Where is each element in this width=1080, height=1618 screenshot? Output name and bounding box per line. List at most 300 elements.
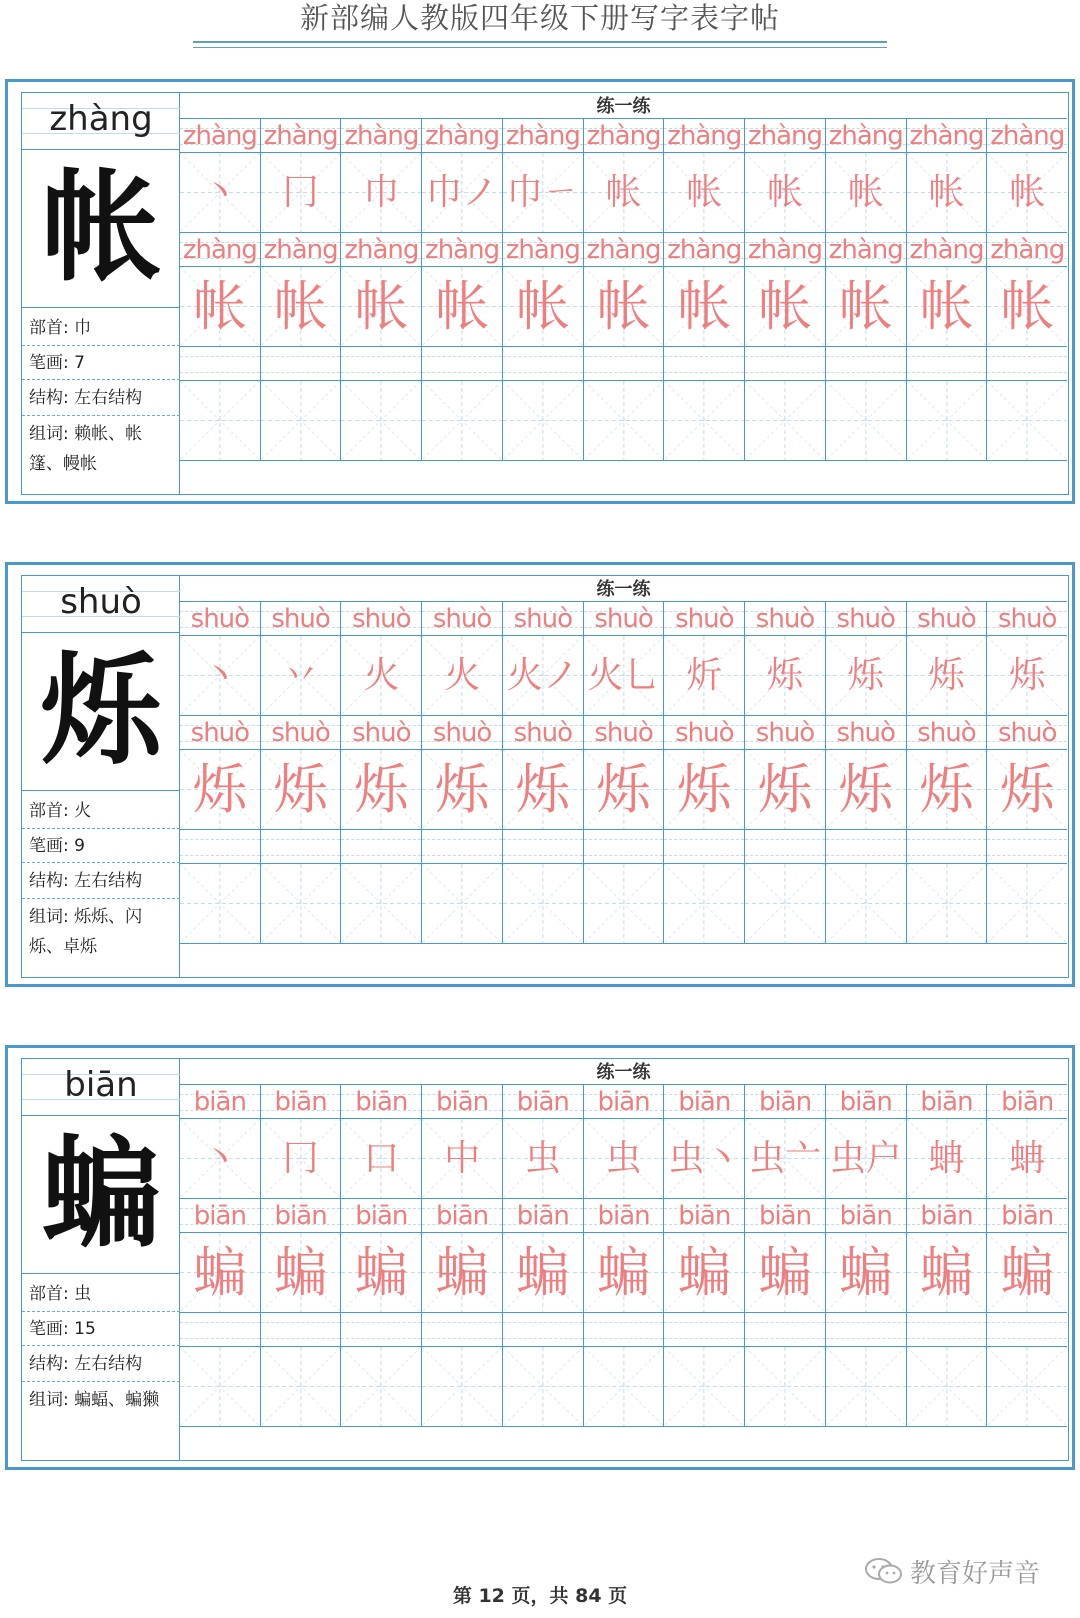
tianzige-cell <box>503 153 584 232</box>
pinyin-cell <box>341 1199 422 1232</box>
trace-char: 中 <box>444 1138 481 1179</box>
wechat-logo-icon <box>864 1556 904 1586</box>
tianzige-cell <box>584 1347 665 1426</box>
pinyin-trace: zhàng <box>747 121 823 151</box>
radical-row <box>22 312 180 346</box>
pinyin-trace: zhàng <box>182 235 257 265</box>
tianzige-cell <box>826 1347 907 1426</box>
pinyin-cell <box>422 602 503 635</box>
trace-char: 帐 <box>435 275 490 338</box>
pinyin-cell <box>261 602 342 635</box>
words-line2: 烁、卓烁 <box>29 937 97 957</box>
tianzige-cell <box>261 267 342 346</box>
tianzige-cell <box>422 381 503 460</box>
pinyin-trace: shuò <box>594 718 653 748</box>
pinyin-cell <box>987 1085 1067 1118</box>
tianzige-cell <box>584 1119 665 1198</box>
trace-char: 烁 <box>515 758 570 821</box>
pinyin-trace: zhàng <box>344 121 419 151</box>
pinyin-trace: biān <box>597 1087 650 1117</box>
tianzige-row <box>180 267 1067 347</box>
char-pinyin: biān <box>64 1065 138 1105</box>
tianzige-cell <box>584 1233 665 1312</box>
pinyin-trace: biān <box>678 1087 731 1117</box>
pinyin-cell <box>341 233 422 266</box>
blank-pinyin-cell <box>664 1313 745 1346</box>
pinyin-cell <box>261 233 342 266</box>
trace-char: 巾ㄧ <box>506 172 579 213</box>
pinyin-trace: zhàng <box>990 121 1065 151</box>
trace-char: 口 <box>363 1138 400 1179</box>
structure-label: 结构: <box>29 1354 69 1374</box>
strokes-row <box>22 1312 180 1346</box>
char-glyph: 蝙 <box>41 1123 161 1264</box>
structure-value: 左右结构 <box>74 871 143 891</box>
pinyin-trace: biān <box>839 1201 892 1231</box>
tianzige-cell <box>745 1119 826 1198</box>
tianzige-cell <box>826 636 907 715</box>
tianzige-cell <box>826 1233 907 1312</box>
tianzige-cell <box>745 267 826 346</box>
tianzige-cell <box>341 636 422 715</box>
blank-pinyin-cell <box>180 347 261 380</box>
tianzige-cell <box>664 636 745 715</box>
blank-pinyin-cell <box>584 830 665 863</box>
structure-label: 结构: <box>29 388 69 408</box>
pinyin-trace: shuò <box>998 718 1057 748</box>
tianzige-cell <box>341 1347 422 1426</box>
structure-value: 左右结构 <box>74 1354 143 1374</box>
tianzige-cell <box>422 1233 503 1312</box>
blank-pinyin-cell <box>745 830 826 863</box>
trace-char: 烁 <box>1009 655 1046 696</box>
pinyin-trace: shuò <box>675 718 734 748</box>
trace-char: 蝙 <box>677 1241 732 1304</box>
tianzige-cell <box>503 1119 584 1198</box>
trace-char: 烁 <box>354 758 409 821</box>
words-label: 组词: <box>29 424 69 444</box>
pinyin-trace: biān <box>516 1087 569 1117</box>
tianzige-cell <box>826 750 907 829</box>
blank-pinyin-cell <box>584 347 665 380</box>
trace-char: 蝙 <box>515 1241 570 1304</box>
trace-char: 帐 <box>515 275 570 338</box>
pinyin-cell <box>826 602 907 635</box>
structure-label: 结构: <box>29 871 69 891</box>
tianzige-cell <box>341 750 422 829</box>
trace-char: 烁 <box>596 758 651 821</box>
trace-char: 帐 <box>758 275 812 338</box>
pinyin-trace: biān <box>920 1201 973 1231</box>
tianzige-cell <box>180 636 261 715</box>
tianzige-cell <box>987 1233 1067 1312</box>
tianzige-cell <box>664 1347 745 1426</box>
pinyin-cell <box>826 233 907 266</box>
tianzige-cell <box>664 750 745 829</box>
tianzige-cell <box>261 864 342 943</box>
trace-char: 帐 <box>596 275 651 338</box>
pinyin-row <box>180 602 1067 636</box>
char-glyph: 帐 <box>41 157 161 298</box>
words-row <box>22 1385 180 1415</box>
tianzige-cell <box>261 1119 342 1198</box>
pinyin-trace: shuò <box>675 604 734 634</box>
blank-pinyin-cell <box>907 347 988 380</box>
tianzige-cell <box>664 1233 745 1312</box>
pinyin-cell <box>907 1085 988 1118</box>
pinyin-trace: shuò <box>190 718 250 748</box>
pinyin-cell <box>341 716 422 749</box>
tianzige-cell <box>341 1233 422 1312</box>
tianzige-cell <box>180 267 261 346</box>
pinyin-trace: biān <box>193 1087 246 1117</box>
pinyin-trace: zhàng <box>344 235 419 265</box>
trace-char: 虫丶 <box>668 1138 741 1179</box>
tianzige-cell <box>422 636 503 715</box>
pinyin-cell <box>584 602 665 635</box>
tianzige-cell <box>745 381 826 460</box>
pinyin-cell <box>261 1199 342 1232</box>
pinyin-cell <box>503 1199 584 1232</box>
pinyin-trace: shuò <box>271 718 330 748</box>
radical-label: 部首: <box>29 801 69 821</box>
pinyin-row <box>180 1199 1067 1233</box>
trace-char: 帐 <box>192 275 247 338</box>
pinyin-trace: shuò <box>755 604 815 634</box>
char-pinyin: zhàng <box>49 99 153 139</box>
tianzige-cell <box>664 864 745 943</box>
blank-pinyin-cell <box>987 347 1067 380</box>
pinyin-cell <box>745 716 826 749</box>
trace-char: 丷 <box>282 655 319 696</box>
trace-char: 烁 <box>919 758 974 821</box>
document-title: 新部编人教版四年级下册写字表字帖 <box>299 1 780 35</box>
tianzige-cell <box>180 750 261 829</box>
radical-value: 巾 <box>74 318 92 338</box>
pinyin-trace: shuò <box>190 604 250 634</box>
pinyin-trace: biān <box>1001 1201 1054 1231</box>
pinyin-cell <box>907 119 988 152</box>
pinyin-trace: shuò <box>513 604 573 634</box>
pinyin-trace: shuò <box>998 604 1057 634</box>
pinyin-trace: biān <box>436 1087 489 1117</box>
pinyin-cell <box>745 119 826 152</box>
tianzige-cell <box>341 1119 422 1198</box>
pinyin-trace: shuò <box>917 718 976 748</box>
pinyin-cell <box>907 1199 988 1232</box>
tianzige-cell <box>261 153 342 232</box>
trace-char: 帐 <box>928 172 965 213</box>
tianzige-cell <box>907 153 988 232</box>
blank-pinyin-row <box>180 347 1067 381</box>
pinyin-cell <box>584 233 665 266</box>
blank-pinyin-cell <box>341 347 422 380</box>
tianzige-cell <box>584 864 665 943</box>
trace-char: 烁 <box>273 758 328 821</box>
structure-value: 左右结构 <box>74 388 143 408</box>
char-display <box>22 633 180 791</box>
tianzige-row <box>180 1233 1067 1313</box>
pinyin-cell <box>987 233 1067 266</box>
strokes-label: 笔画: <box>29 1319 69 1339</box>
words-row <box>22 902 180 962</box>
pinyin-trace: zhàng <box>263 235 338 265</box>
tianzige-cell <box>503 1347 584 1426</box>
strokes-value: 7 <box>74 353 85 373</box>
tianzige-cell <box>261 1233 342 1312</box>
blank-pinyin-cell <box>826 347 907 380</box>
trace-char: 帐 <box>605 172 642 213</box>
tianzige-cell <box>907 1233 988 1312</box>
trace-char: 巾ノ <box>426 172 499 213</box>
pinyin-trace: zhàng <box>182 121 257 151</box>
tianzige-cell <box>422 864 503 943</box>
tianzige-cell <box>664 267 745 346</box>
radical-row <box>22 1278 180 1312</box>
tianzige-cell <box>745 636 826 715</box>
pinyin-trace: shuò <box>432 604 492 634</box>
pinyin-trace: zhàng <box>909 235 984 265</box>
blank-pinyin-cell <box>584 1313 665 1346</box>
practice-header: 练一练 <box>180 1059 1067 1085</box>
tianzige-cell <box>987 750 1067 829</box>
pinyin-trace: biān <box>274 1201 327 1231</box>
blank-pinyin-cell <box>261 347 342 380</box>
words-line2: 篷、幔帐 <box>29 454 97 474</box>
tianzige-cell <box>503 636 584 715</box>
tianzige-cell <box>664 1119 745 1198</box>
blank-pinyin-cell <box>503 1313 584 1346</box>
tianzige-cell <box>745 1347 826 1426</box>
char-info-column <box>22 1059 180 1460</box>
pinyin-trace: zhàng <box>667 121 742 151</box>
pinyin-trace: shuò <box>432 718 492 748</box>
tianzige-cell <box>745 750 826 829</box>
tianzige-cell <box>261 1347 342 1426</box>
tianzige-cell <box>503 864 584 943</box>
pinyin-trace: shuò <box>917 604 976 634</box>
tianzige-cell <box>180 1119 261 1198</box>
trace-char: 帐 <box>677 275 732 338</box>
tianzige-cell <box>987 1119 1067 1198</box>
tianzige-cell <box>907 1347 988 1426</box>
pinyin-cell <box>907 602 988 635</box>
tianzige-row <box>180 1347 1067 1427</box>
tianzige-row <box>180 1119 1067 1199</box>
trace-char: 炘 <box>686 655 723 696</box>
trace-char: 帐 <box>767 172 804 213</box>
tianzige-cell <box>261 381 342 460</box>
trace-char: 帐 <box>838 275 893 338</box>
pinyin-trace: shuò <box>836 604 895 634</box>
tianzige-cell <box>907 1119 988 1198</box>
pinyin-cell <box>987 1199 1067 1232</box>
char-display <box>22 150 180 308</box>
trace-char: 帐 <box>1009 172 1046 213</box>
tianzige-cell <box>987 153 1067 232</box>
tianzige-row <box>180 864 1067 944</box>
trace-char: 蝙 <box>273 1241 328 1304</box>
blank-pinyin-row <box>180 830 1067 864</box>
pinyin-cell <box>341 602 422 635</box>
pinyin-cell <box>745 1085 826 1118</box>
pinyin-trace: biān <box>355 1087 408 1117</box>
trace-char: 帐 <box>847 172 884 213</box>
tianzige-cell <box>826 381 907 460</box>
pinyin-cell <box>745 1199 826 1232</box>
blank-pinyin-cell <box>180 830 261 863</box>
trace-char: 蝙 <box>596 1241 651 1304</box>
tianzige-row <box>180 153 1067 233</box>
pinyin-cell <box>826 1199 907 1232</box>
blank-pinyin-cell <box>503 830 584 863</box>
tianzige-cell <box>907 381 988 460</box>
tianzige-cell <box>341 864 422 943</box>
pinyin-cell <box>341 1085 422 1118</box>
char-pinyin-box <box>22 93 180 150</box>
practice-header: 练一练 <box>180 576 1067 602</box>
trace-char: 丶 <box>201 655 238 696</box>
pinyin-trace: zhàng <box>505 121 580 151</box>
pinyin-trace: biān <box>516 1201 569 1231</box>
trace-char: 帐 <box>273 275 328 338</box>
trace-char: 烁 <box>767 655 804 696</box>
tianzige-cell <box>826 267 907 346</box>
page-number: 第 12 页，共 84 页 <box>452 1585 628 1607</box>
tianzige-cell <box>987 1347 1067 1426</box>
pinyin-trace: shuò <box>513 718 573 748</box>
tianzige-cell <box>503 1233 584 1312</box>
words-label: 组词: <box>29 907 69 927</box>
pinyin-cell <box>503 602 584 635</box>
pinyin-trace: zhàng <box>505 235 580 265</box>
trace-char: 帐 <box>919 275 974 338</box>
radical-value: 虫 <box>74 1284 92 1304</box>
pinyin-trace: biān <box>758 1087 812 1117</box>
tianzige-row <box>180 750 1067 830</box>
pinyin-cell <box>664 602 745 635</box>
practice-card-frame <box>21 92 1069 495</box>
tianzige-cell <box>584 381 665 460</box>
blank-pinyin-cell <box>341 1313 422 1346</box>
pinyin-trace: biān <box>839 1087 892 1117</box>
tianzige-cell <box>180 1347 261 1426</box>
words-label: 组词: <box>29 1390 69 1410</box>
pinyin-cell <box>261 716 342 749</box>
pinyin-trace: zhàng <box>586 121 661 151</box>
trace-char: 虫 <box>605 1138 642 1179</box>
pinyin-row <box>180 233 1067 267</box>
pinyin-cell <box>584 119 665 152</box>
pinyin-trace: zhàng <box>263 121 338 151</box>
blank-pinyin-cell <box>987 1313 1067 1346</box>
watermark <box>864 1554 1040 1588</box>
pinyin-cell <box>987 602 1067 635</box>
trace-char: 火乚 <box>587 655 660 696</box>
tianzige-cell <box>907 636 988 715</box>
trace-char: 冂 <box>282 1138 319 1179</box>
strokes-row <box>22 829 180 863</box>
pinyin-cell <box>826 1085 907 1118</box>
tianzige-cell <box>826 1119 907 1198</box>
pinyin-trace: zhàng <box>909 121 984 151</box>
trace-char: 巾 <box>363 172 400 213</box>
tianzige-cell <box>584 750 665 829</box>
pinyin-cell <box>503 716 584 749</box>
tianzige-cell <box>826 864 907 943</box>
words-line1: 蝙蝠、蝙獭 <box>74 1390 160 1410</box>
tianzige-cell <box>745 153 826 232</box>
pinyin-cell <box>261 119 342 152</box>
tianzige-cell <box>422 1347 503 1426</box>
tianzige-cell <box>261 636 342 715</box>
trace-char: 火 <box>363 655 400 696</box>
title-underline <box>193 41 887 43</box>
tianzige-cell <box>664 153 745 232</box>
pinyin-trace: zhàng <box>828 235 903 265</box>
strokes-row <box>22 346 180 380</box>
radical-value: 火 <box>74 801 92 821</box>
blank-pinyin-cell <box>422 347 503 380</box>
practice-card <box>5 79 1075 504</box>
pinyin-cell <box>664 716 745 749</box>
trace-char: 蝙 <box>838 1241 893 1304</box>
strokes-label: 笔画: <box>29 836 69 856</box>
trace-char: 蚺 <box>928 1138 965 1179</box>
pinyin-row <box>180 119 1067 153</box>
pinyin-cell <box>422 1085 503 1118</box>
tianzige-cell <box>180 153 261 232</box>
practice-card-frame <box>21 575 1069 978</box>
blank-pinyin-cell <box>261 1313 342 1346</box>
tianzige-cell <box>341 381 422 460</box>
blank-pinyin-cell <box>826 1313 907 1346</box>
trace-char: 帐 <box>686 172 723 213</box>
structure-row <box>22 1346 180 1382</box>
pinyin-cell <box>422 119 503 152</box>
practice-card-frame <box>21 1058 1069 1461</box>
tianzige-cell <box>745 864 826 943</box>
pinyin-row <box>180 716 1067 750</box>
blank-pinyin-cell <box>341 830 422 863</box>
pinyin-cell <box>503 119 584 152</box>
pinyin-cell <box>907 716 988 749</box>
words-line1: 赖帐、帐 <box>74 424 143 444</box>
tianzige-cell <box>261 750 342 829</box>
pinyin-trace: biān <box>678 1201 731 1231</box>
pinyin-trace: biān <box>436 1201 489 1231</box>
trace-char: 烁 <box>928 655 965 696</box>
blank-pinyin-cell <box>664 347 745 380</box>
blank-pinyin-cell <box>745 347 826 380</box>
blank-pinyin-cell <box>664 830 745 863</box>
trace-char: 蝙 <box>758 1241 812 1304</box>
pinyin-cell <box>180 233 261 266</box>
pinyin-cell <box>180 602 261 635</box>
char-glyph: 烁 <box>41 640 161 781</box>
trace-char: 蝙 <box>354 1241 409 1304</box>
practice-card <box>5 562 1075 987</box>
trace-char: 蝙 <box>192 1241 247 1304</box>
char-info-column <box>22 93 180 494</box>
pinyin-trace: zhàng <box>425 235 500 265</box>
pinyin-trace: zhàng <box>990 235 1065 265</box>
blank-pinyin-cell <box>987 830 1067 863</box>
pinyin-cell <box>584 1199 665 1232</box>
pinyin-cell <box>180 716 261 749</box>
pinyin-cell <box>180 119 261 152</box>
pinyin-trace: zhàng <box>425 121 500 151</box>
